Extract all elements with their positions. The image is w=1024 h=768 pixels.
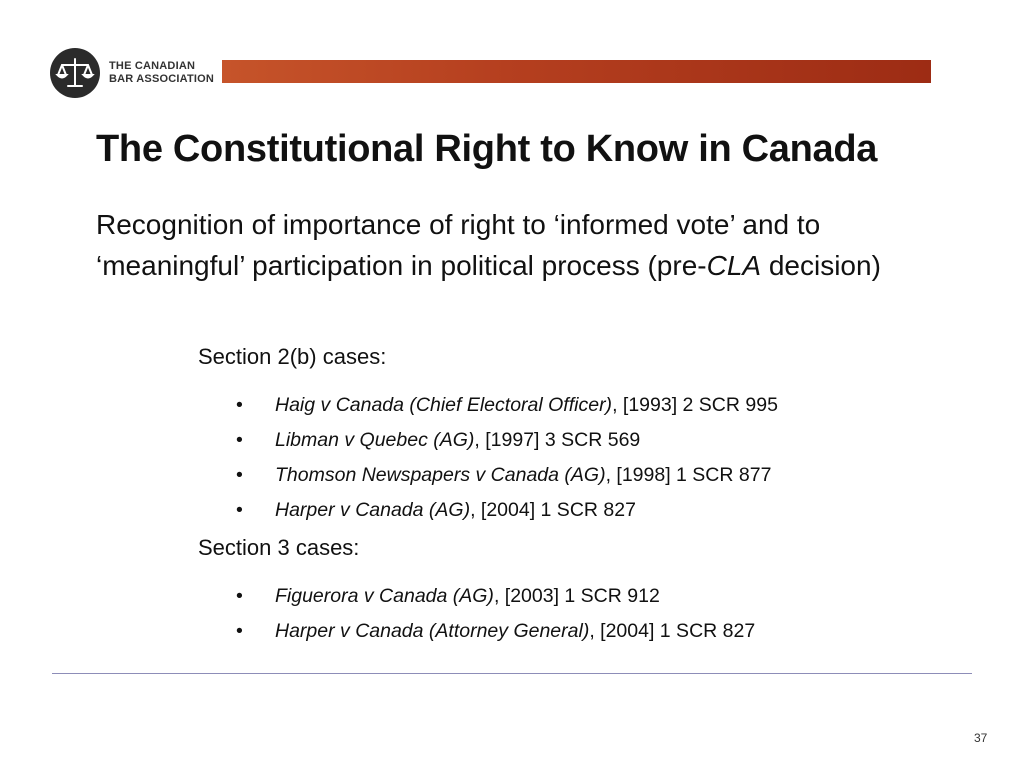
page-number: 37 xyxy=(974,731,988,745)
case-name: Harper v Canada (AG) xyxy=(275,499,471,521)
bullet: • xyxy=(236,499,243,521)
bullet: • xyxy=(236,585,243,607)
cba-logo xyxy=(50,48,214,98)
case-citation: , [2003] 1 SCR 912 xyxy=(493,585,660,607)
case-name: Thomson Newspapers v Canada (AG) xyxy=(275,464,606,486)
case-name: Harper v Canada (Attorney General) xyxy=(275,620,590,642)
list-item xyxy=(236,427,778,462)
case-entry xyxy=(275,427,640,462)
case-citation: , [2004] 1 SCR 827 xyxy=(589,620,756,642)
list-item xyxy=(236,462,778,497)
bullet: • xyxy=(236,429,243,451)
case-name: Libman v Quebec (AG) xyxy=(275,429,475,451)
intro-text-before: Recognition of importance of right to ‘informed vote’ and to ‘meaningful’ participation in political process (pre- xyxy=(96,209,821,281)
case-name: Figuerora v Canada (AG) xyxy=(275,585,494,607)
logo-wordmark xyxy=(109,60,214,86)
case-citation: , [1998] 1 SCR 877 xyxy=(605,464,772,486)
case-entry xyxy=(275,392,778,427)
case-entry xyxy=(275,462,771,497)
case-citation: , [1993] 2 SCR 995 xyxy=(612,394,778,416)
case-entry xyxy=(275,618,755,653)
case-citation: , [2004] 1 SCR 827 xyxy=(470,499,636,521)
intro-text-after: decision) xyxy=(761,250,881,281)
intro-emphasis: CLA xyxy=(706,250,762,281)
section-2b-case-list xyxy=(236,392,778,532)
slide-title: The Constitutional Right to Know in Canada xyxy=(96,128,878,170)
section-3-case-list xyxy=(236,583,755,653)
header-accent-bar xyxy=(222,60,931,83)
bullet: • xyxy=(236,620,243,642)
case-entry xyxy=(275,583,660,618)
case-citation: , [1997] 3 SCR 569 xyxy=(474,429,641,451)
logo-line-1: THE CANADIAN xyxy=(109,60,196,72)
case-entry xyxy=(275,497,636,532)
logo-line-2: BAR ASSOCIATION xyxy=(109,73,215,85)
bullet: • xyxy=(236,464,243,486)
footer-divider xyxy=(52,673,972,674)
list-item xyxy=(236,497,778,532)
section-3-label: Section 3 cases: xyxy=(198,535,360,560)
list-item xyxy=(236,392,778,427)
section-2b-label: Section 2(b) cases: xyxy=(198,344,387,369)
scales-of-justice-icon xyxy=(50,48,100,98)
case-name: Haig v Canada (Chief Electoral Officer) xyxy=(275,394,613,416)
list-item xyxy=(236,618,755,653)
list-item xyxy=(236,583,755,618)
intro-paragraph xyxy=(96,204,916,286)
bullet: • xyxy=(236,394,243,416)
